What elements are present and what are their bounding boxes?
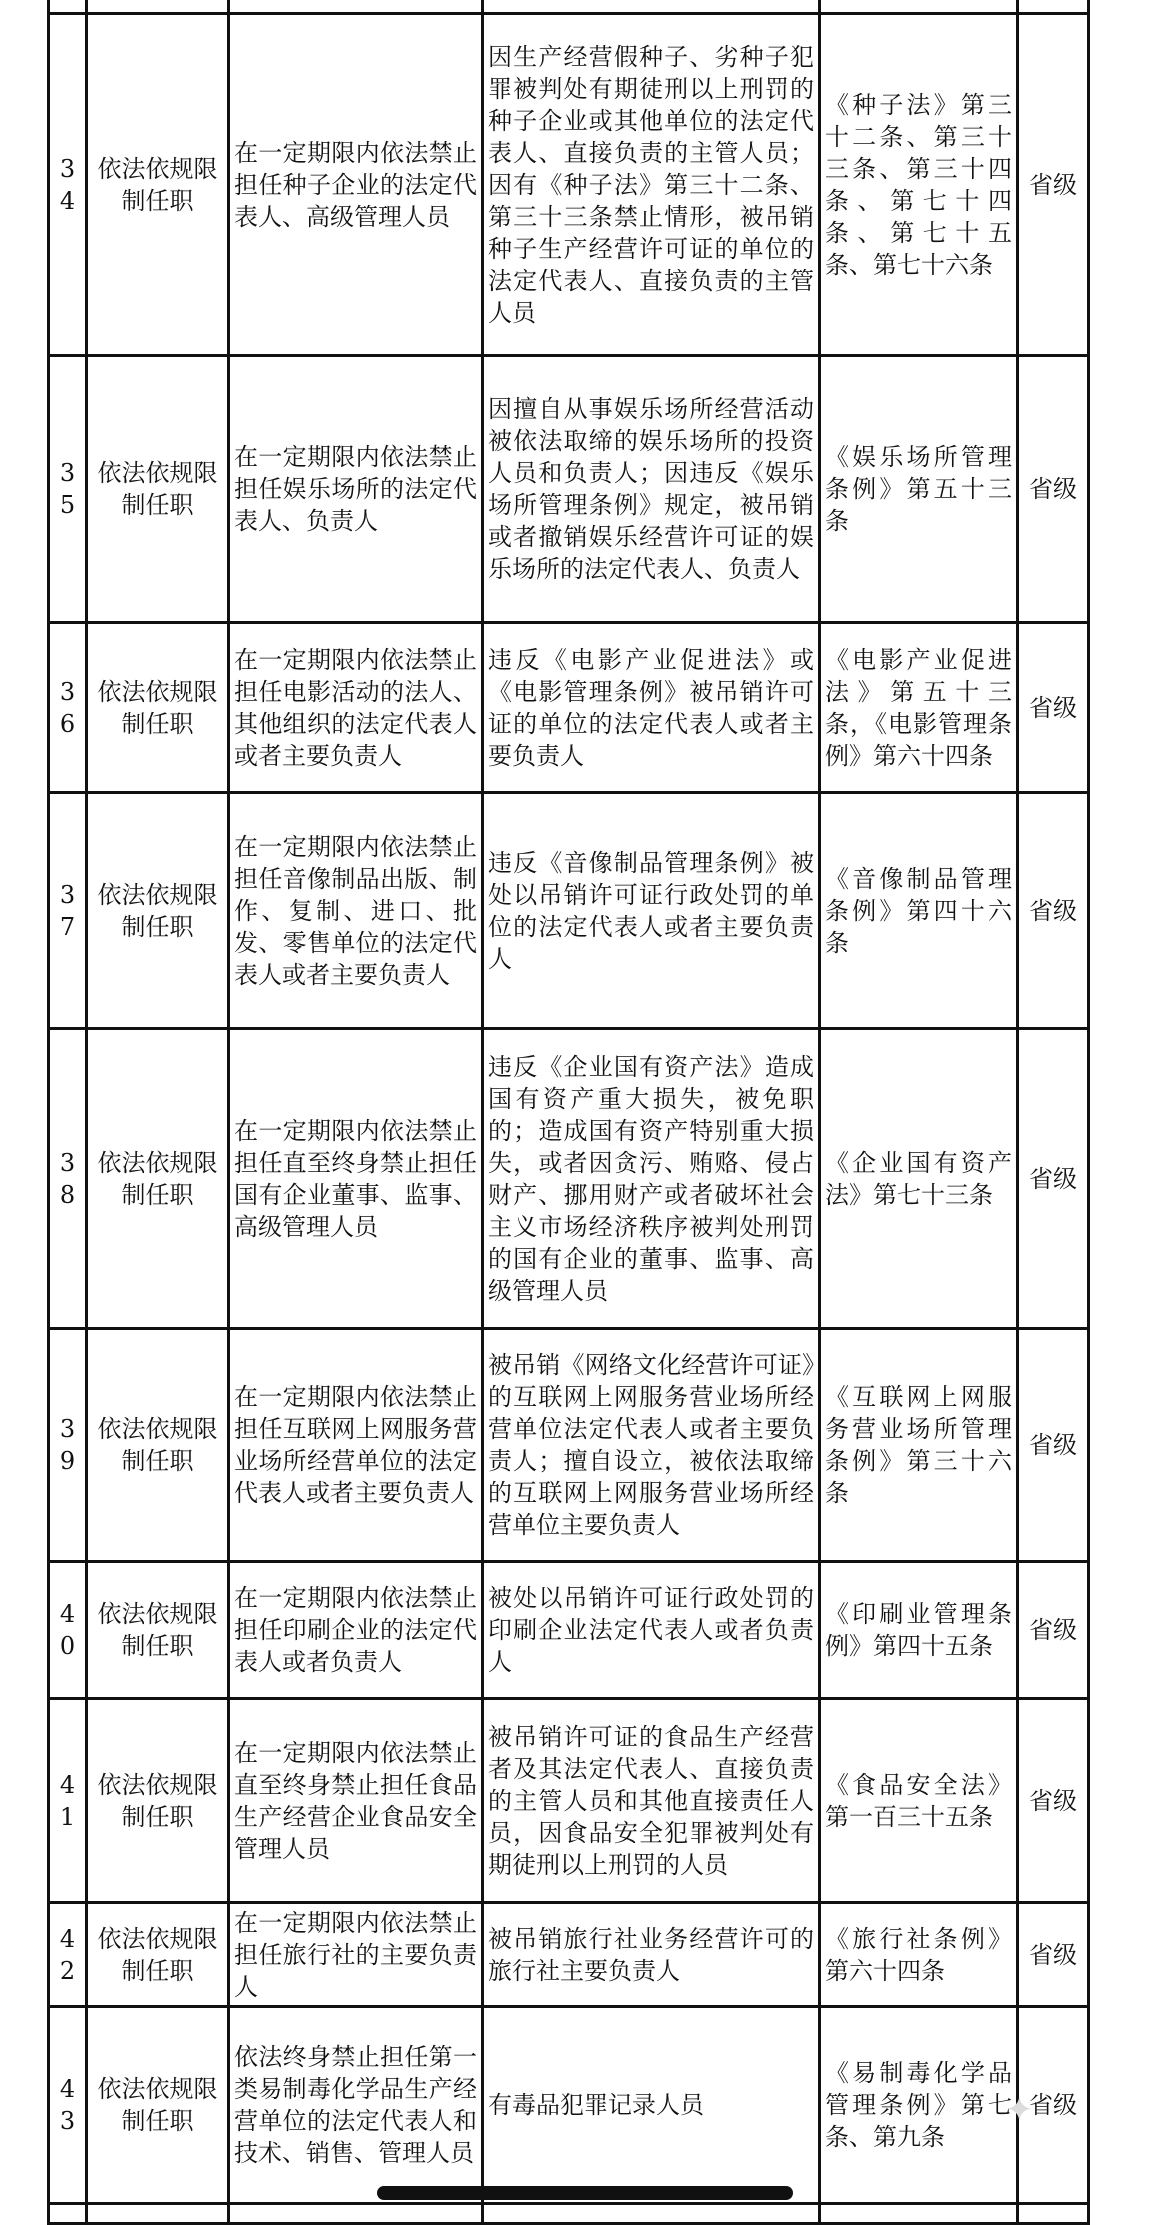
level-cell: 省级: [1018, 2007, 1089, 2204]
category-cell: 依法依规限制任职: [87, 1329, 229, 1562]
table-row: [49, 793, 1089, 1029]
applicable-subject-cell: 被吊销旅行社业务经营许可的旅行社主要负责人: [483, 1903, 820, 2007]
table-row: [49, 2204, 1089, 2224]
legal-basis-cell: 《娱乐场所管理条例》第五十三条: [820, 356, 1018, 623]
table-row: [49, 1562, 1089, 1699]
restriction-content-cell: 在一定期限内依法禁止担任印刷企业的法定代表人或者负责人: [229, 1562, 483, 1699]
table-row: [49, 1699, 1089, 1903]
row-number: 37: [49, 793, 87, 1029]
applicable-subject-cell: 因擅自从事娱乐场所经营活动被依法取缔的娱乐场所的投资人员和负责人；因违反《娱乐场所管理条例》规定，被吊销或者撤销娱乐经营许可证的娱乐场所的法定代表人、负责人: [483, 356, 820, 623]
legal-basis-cell: 《印刷业管理条例》第四十五条: [820, 1562, 1018, 1699]
category-cell: 依法依规限制任职: [87, 793, 229, 1029]
category-cell: [87, 0, 229, 14]
category-cell: 依法依规限制任职: [87, 356, 229, 623]
restriction-content-cell: 在一定期限内依法禁止担任互联网上网服务营业场所经营单位的法定代表人或者主要负责人: [229, 1329, 483, 1562]
category-cell: 依法依规限制任职: [87, 1562, 229, 1699]
restriction-content-cell: [229, 0, 483, 14]
table-row: [49, 623, 1089, 793]
table-row: [49, 1903, 1089, 2007]
applicable-subject-cell: 有毒品犯罪记录人员: [483, 2007, 820, 2204]
category-cell: 依法依规限制任职: [87, 1699, 229, 1903]
level-cell: [1018, 2204, 1089, 2224]
restriction-content-cell: [229, 2204, 483, 2224]
row-number: [49, 2204, 87, 2224]
row-number: 34: [49, 14, 87, 356]
table-row: [49, 356, 1089, 623]
level-cell: 省级: [1018, 1329, 1089, 1562]
applicable-subject-cell: 违反《音像制品管理条例》被处以吊销许可证行政处罚的单位的法定代表人或者主要负责人: [483, 793, 820, 1029]
row-number: [49, 0, 87, 14]
applicable-subject-cell: [483, 0, 820, 14]
category-cell: 依法依规限制任职: [87, 1029, 229, 1329]
level-cell: [1018, 0, 1089, 14]
regulation-table: [47, 0, 1090, 2225]
table-row: [49, 14, 1089, 356]
watermark: ✦: [1005, 2090, 1034, 2130]
legal-basis-cell: 《电影产业促进法》第五十三条，《电影管理条例》第六十四条: [820, 623, 1018, 793]
home-indicator[interactable]: [377, 2186, 793, 2200]
level-cell: 省级: [1018, 623, 1089, 793]
legal-basis-cell: 《食品安全法》第一百三十五条: [820, 1699, 1018, 1903]
applicable-subject-cell: 因生产经营假种子、劣种子犯罪被判处有期徒刑以上刑罚的种子企业或其他单位的法定代表人、直接负责的主管人员；因有《种子法》第三十二条、第三十三条禁止情形，被吊销种子生产经营许可证的单位的法定代表人、直接负责的主管人员: [483, 14, 820, 356]
row-number: 43: [49, 2007, 87, 2204]
category-cell: [87, 2204, 229, 2224]
legal-basis-cell: 《互联网上网服务营业场所管理条例》第三十六条: [820, 1329, 1018, 1562]
legal-basis-cell: [820, 0, 1018, 14]
level-cell: 省级: [1018, 793, 1089, 1029]
level-cell: 省级: [1018, 356, 1089, 623]
legal-basis-cell: 《音像制品管理条例》第四十六条: [820, 793, 1018, 1029]
level-cell: 省级: [1018, 1903, 1089, 2007]
row-number: 36: [49, 623, 87, 793]
applicable-subject-cell: [483, 2204, 820, 2224]
applicable-subject-cell: 被处以吊销许可证行政处罚的印刷企业法定代表人或者负责人: [483, 1562, 820, 1699]
row-number: 42: [49, 1903, 87, 2007]
level-cell: 省级: [1018, 14, 1089, 356]
category-cell: 依法依规限制任职: [87, 2007, 229, 2204]
applicable-subject-cell: 违反《电影产业促进法》或《电影管理条例》被吊销许可证的单位的法定代表人或者主要负责人: [483, 623, 820, 793]
applicable-subject-cell: 被吊销《网络文化经营许可证》的互联网上网服务营业场所经营单位法定代表人或者主要负责人；擅自设立，被依法取缔的互联网上网服务营业场所经营单位主要负责人: [483, 1329, 820, 1562]
restriction-content-cell: 在一定期限内依法禁止直至终身禁止担任食品生产经营企业食品安全管理人员: [229, 1699, 483, 1903]
row-number: 38: [49, 1029, 87, 1329]
legal-basis-cell: 《旅行社条例》第六十四条: [820, 1903, 1018, 2007]
row-number: 40: [49, 1562, 87, 1699]
applicable-subject-cell: 违反《企业国有资产法》造成国有资产重大损失，被免职的；造成国有资产特别重大损失，或者因贪污、贿赂、侵占财产、挪用财产或者破坏社会主义市场经济秩序被判处刑罚的国有企业的董事、监事、高级管理人员: [483, 1029, 820, 1329]
restriction-content-cell: 在一定期限内依法禁止担任音像制品出版、制作、复制、进口、批发、零售单位的法定代表人或者主要负责人: [229, 793, 483, 1029]
restriction-content-cell: 在一定期限内依法禁止担任电影活动的法人、其他组织的法定代表人或者主要负责人: [229, 623, 483, 793]
applicable-subject-cell: 被吊销许可证的食品生产经营者及其法定代表人、直接负责的主管人员和其他直接责任人员，因食品安全犯罪被判处有期徒刑以上刑罚的人员: [483, 1699, 820, 1903]
table-body: [49, 0, 1089, 2224]
restriction-content-cell: 在一定期限内依法禁止担任直至终身禁止担任国有企业董事、监事、高级管理人员: [229, 1029, 483, 1329]
category-cell: 依法依规限制任职: [87, 14, 229, 356]
table-row: [49, 0, 1089, 14]
legal-basis-cell: 《企业国有资产法》第七十三条: [820, 1029, 1018, 1329]
restriction-content-cell: 在一定期限内依法禁止担任旅行社的主要负责人: [229, 1903, 483, 2007]
restriction-content-cell: 在一定期限内依法禁止担任种子企业的法定代表人、高级管理人员: [229, 14, 483, 356]
table-row: [49, 1029, 1089, 1329]
row-number: 35: [49, 356, 87, 623]
restriction-content-cell: 依法终身禁止担任第一类易制毒化学品生产经营单位的法定代表人和技术、销售、管理人员: [229, 2007, 483, 2204]
row-number: 41: [49, 1699, 87, 1903]
level-cell: 省级: [1018, 1029, 1089, 1329]
table-row: [49, 1329, 1089, 1562]
row-number: 39: [49, 1329, 87, 1562]
category-cell: 依法依规限制任职: [87, 1903, 229, 2007]
legal-basis-cell: 《易制毒化学品管理条例》第七条、第九条: [820, 2007, 1018, 2204]
restriction-content-cell: 在一定期限内依法禁止担任娱乐场所的法定代表人、负责人: [229, 356, 483, 623]
table-row: [49, 2007, 1089, 2204]
category-cell: 依法依规限制任职: [87, 623, 229, 793]
level-cell: 省级: [1018, 1699, 1089, 1903]
legal-basis-cell: 《种子法》第三十二条、第三十三条、第三十四条、第七十四条、第七十五条、第七十六条: [820, 14, 1018, 356]
level-cell: 省级: [1018, 1562, 1089, 1699]
legal-basis-cell: [820, 2204, 1018, 2224]
